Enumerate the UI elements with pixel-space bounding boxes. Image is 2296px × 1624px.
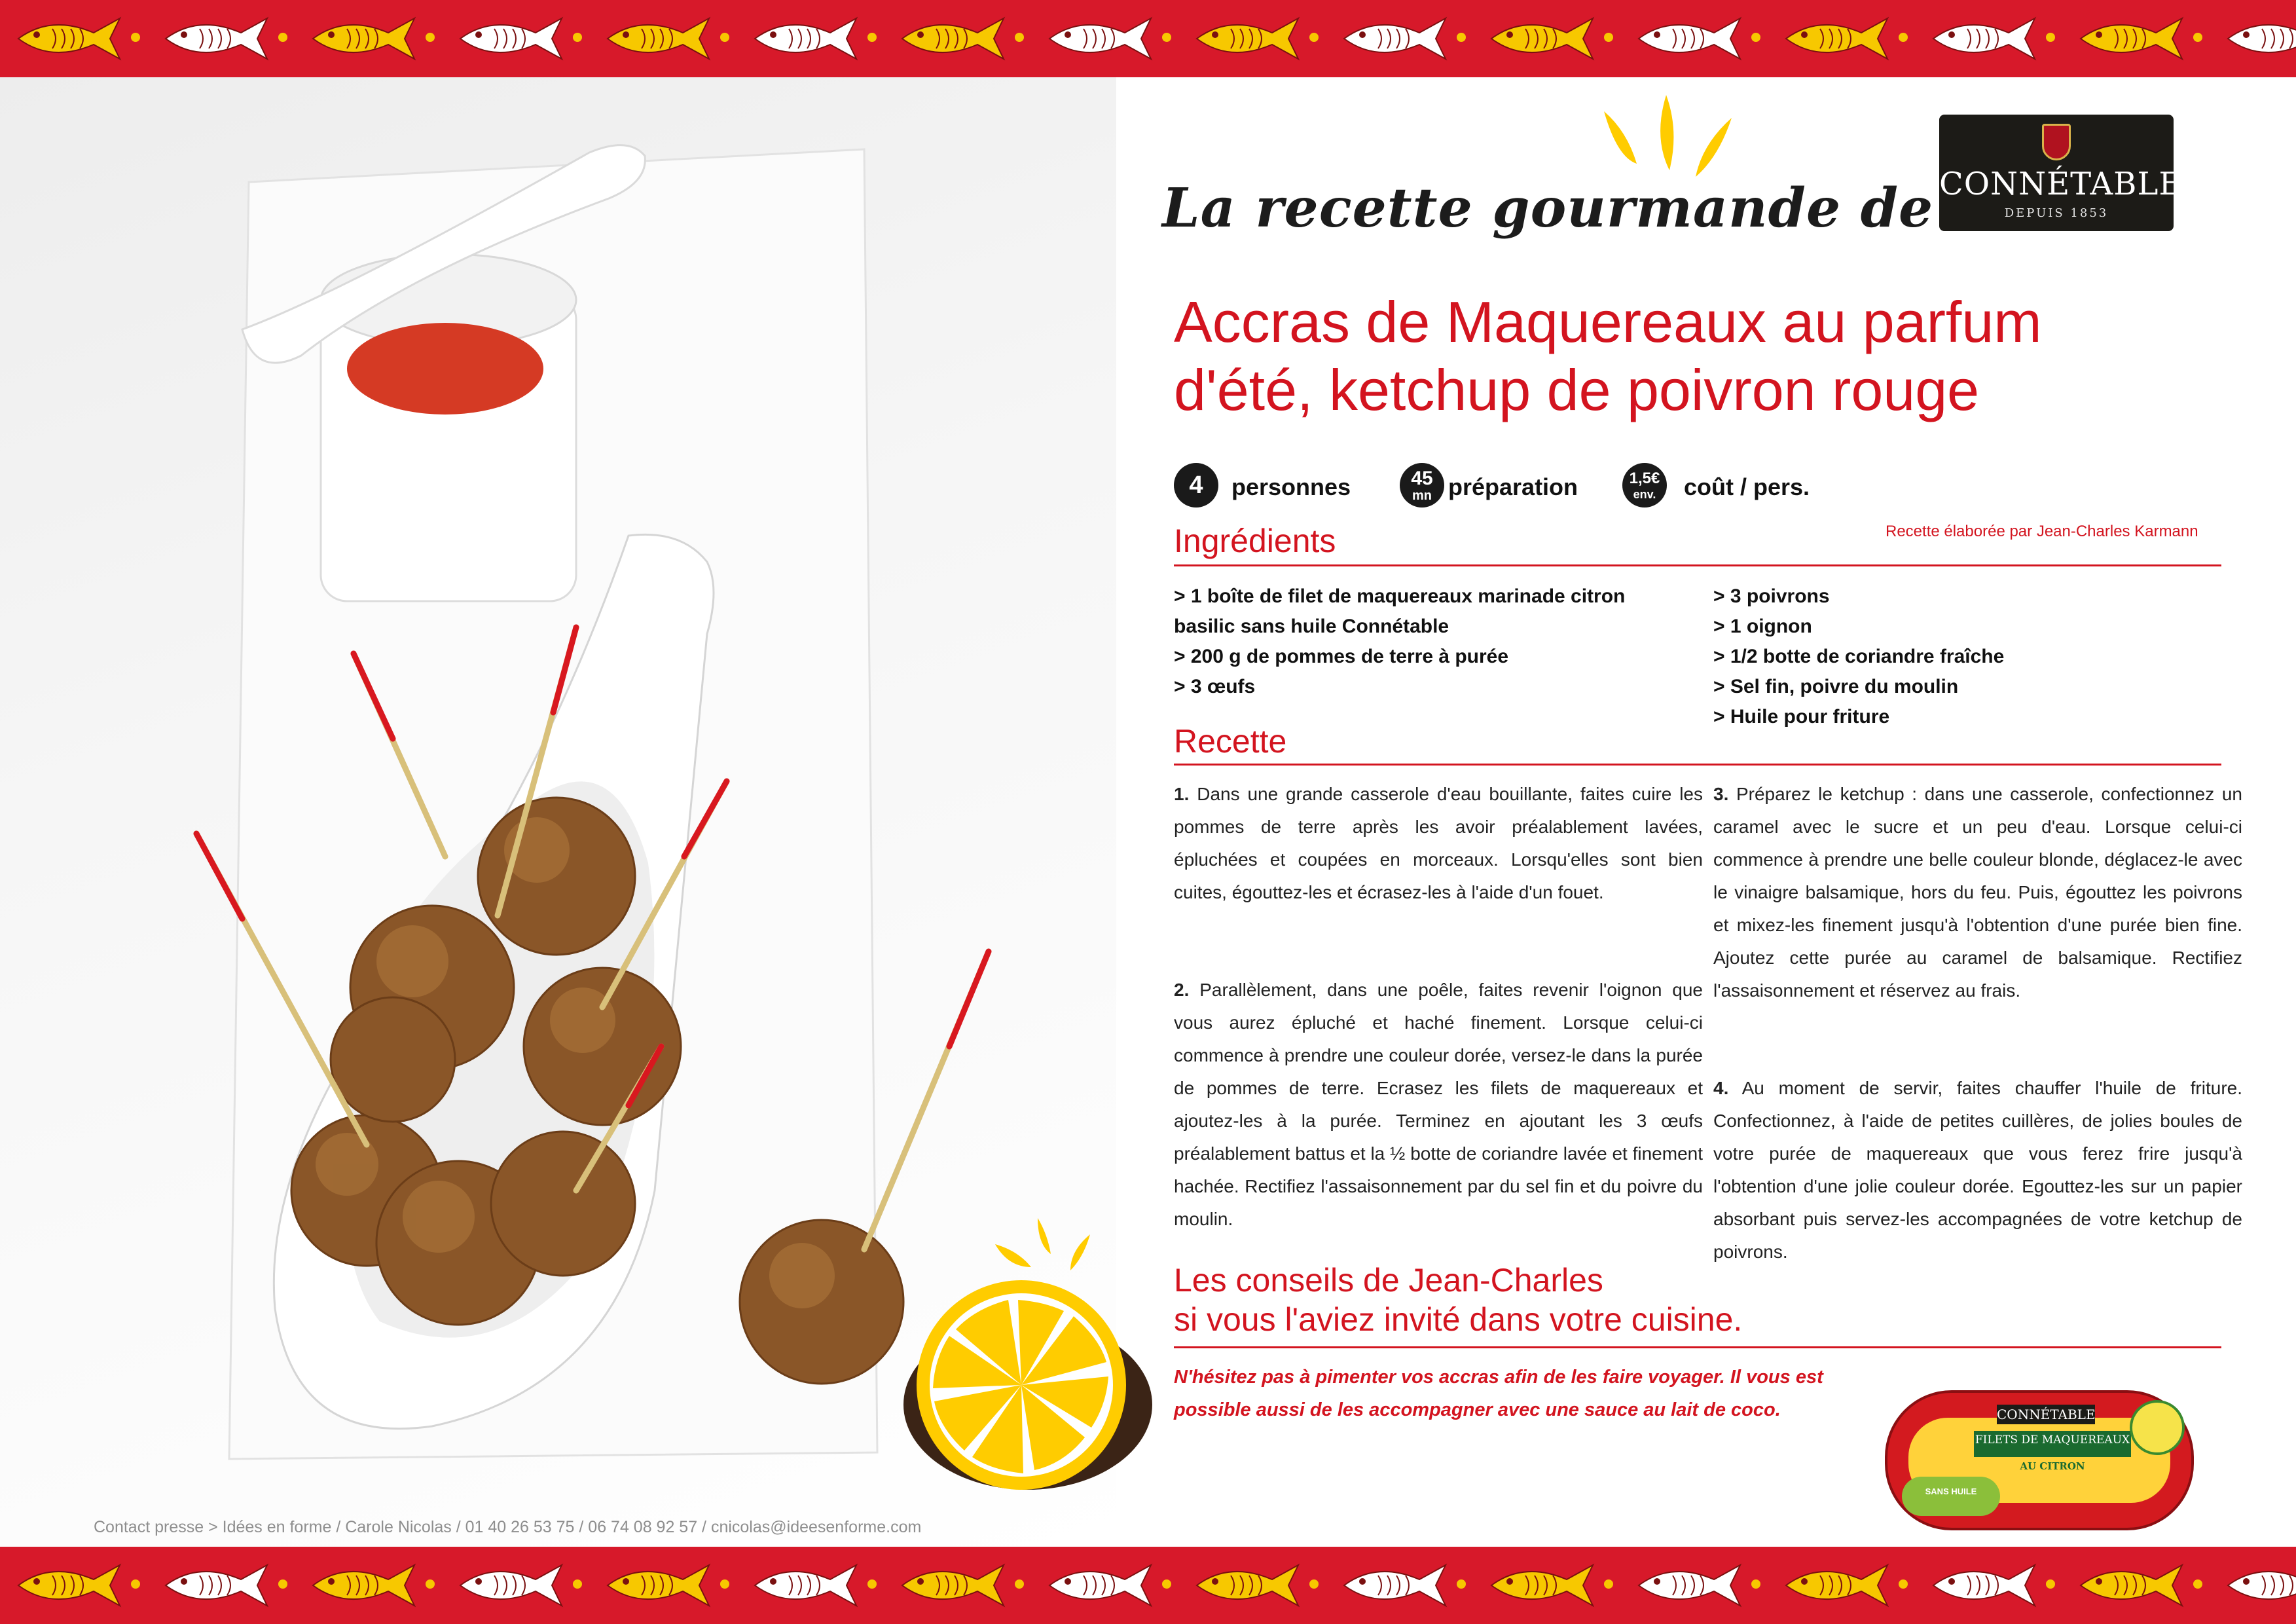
tips-text	[1174, 1361, 1823, 1426]
prep-unit: mn	[1412, 489, 1432, 503]
cost-label: coût / pers.	[1684, 473, 1810, 500]
fish-icon	[1632, 1560, 1743, 1611]
script-heading: La recette gourmande de	[1162, 177, 1934, 240]
ingredients-divider	[1174, 564, 2221, 566]
fish-icon	[1779, 13, 1891, 64]
fish-icon	[1485, 1560, 1596, 1611]
product-tin	[1882, 1378, 2196, 1542]
recipe-heading: Recette	[1174, 723, 1287, 760]
cost-unit: env.	[1633, 488, 1656, 501]
ingredient-item: > 3 œufs	[1174, 676, 1256, 697]
connetable-logo	[1939, 115, 2183, 231]
border-dot	[720, 1579, 729, 1589]
bottom-fish-border	[0, 1547, 2296, 1624]
fish-icon	[2221, 1560, 2296, 1611]
fish-icon	[748, 13, 860, 64]
fish-icon	[1779, 1560, 1891, 1611]
fish-icon	[1927, 13, 2038, 64]
tips-heading	[1174, 1261, 1742, 1339]
border-dot	[1309, 1579, 1319, 1589]
border-dot	[131, 1579, 140, 1589]
fish-icon	[748, 1560, 860, 1611]
fish-icon	[454, 13, 565, 64]
border-dot	[1162, 33, 1171, 42]
tips-text-line-1: N'hésitez pas à pimenter vos accras afin de les faire voyager. Il vous est	[1174, 1367, 1823, 1388]
fish-icon	[1927, 1560, 2038, 1611]
tips-text-line-2: possible aussi de les accompagner avec une sauce au lait de coco.	[1174, 1399, 1781, 1420]
recipe-divider	[1174, 764, 2221, 766]
tips-divider	[1174, 1346, 2221, 1348]
recipe-step-4	[1713, 1072, 2242, 1268]
recipe-title-line-2: d'été, ketchup de poivron rouge	[1174, 358, 1980, 422]
fish-icon	[1632, 13, 1743, 64]
ingredient-item: basilic sans huile Connétable	[1174, 616, 1449, 637]
border-dot	[278, 33, 287, 42]
ingredient-item: > 1 boîte de filet de maquereaux marinade citron	[1174, 585, 1626, 607]
fish-icon	[1043, 13, 1154, 64]
border-dot	[573, 33, 582, 42]
fish-icon	[1190, 13, 1302, 64]
step-number: 3.	[1713, 784, 1729, 804]
prep-label: préparation	[1448, 473, 1578, 500]
tin-brand: CONNÉTABLE	[1997, 1405, 2095, 1424]
border-dot	[1457, 33, 1466, 42]
fish-icon	[601, 1560, 712, 1611]
cost-value: 1,5€	[1629, 470, 1660, 487]
fish-icon	[1338, 13, 1449, 64]
logo-tagline: DEPUIS 1853	[2004, 206, 2109, 220]
border-dot	[867, 33, 877, 42]
ingredient-item: > 3 poivrons	[1713, 585, 1830, 607]
ingredients-heading: Ingrédients	[1174, 523, 1336, 559]
border-dot	[1899, 33, 1908, 42]
fish-icon	[306, 1560, 418, 1611]
fish-icon	[1043, 1560, 1154, 1611]
border-dot	[1604, 1579, 1613, 1589]
border-dot	[426, 1579, 435, 1589]
prep-value: 45	[1411, 468, 1433, 489]
step-number: 2.	[1174, 980, 1190, 1000]
servings-badge: 4	[1174, 463, 1218, 507]
step-number: 4.	[1713, 1078, 1729, 1098]
fish-icon	[159, 1560, 270, 1611]
border-dot	[1162, 1579, 1171, 1589]
press-contact: Contact presse > Idées en forme / Carole Nicolas / 01 40 26 53 75 / 06 74 08 92 57 / cnicolas@ideesenforme.com	[94, 1518, 922, 1536]
top-fish-border	[0, 0, 2296, 77]
fish-icon	[2221, 13, 2296, 64]
border-dot	[131, 33, 140, 42]
tin-label-line-2: AU CITRON	[2020, 1460, 2085, 1472]
border-dot	[720, 33, 729, 42]
fish-icon	[1485, 13, 1596, 64]
border-dot	[2046, 1579, 2055, 1589]
ingredient-item: > Huile pour friture	[1713, 706, 1890, 728]
border-dot	[867, 1579, 877, 1589]
border-dot	[1604, 33, 1613, 42]
border-dot	[1457, 1579, 1466, 1589]
ingredient-item: > 1 oignon	[1713, 616, 1812, 637]
fish-icon	[454, 1560, 565, 1611]
yellow-splash-icon	[1591, 92, 1748, 190]
prep-badge	[1400, 463, 1444, 507]
fish-icon	[12, 1560, 123, 1611]
step-text: Préparez le ketchup : dans une casserole, confectionnez un caramel avec le sucre et un peu d'eau. Lorsque celui-ci commence à prendre une belle couleur blonde, déglacez-le avec le vinaigre balsamique, hors du feu. Puis, égouttez les poivrons et mixez-les finement jusqu'à l'obtention d'une purée bien fine. Ajoutez cette purée au caramel de balsamique. Rectifiez l'assaisonnement et réservez au frais.	[1713, 784, 2243, 1001]
ingredient-item: > 200 g de pommes de terre à purée	[1174, 646, 1509, 667]
fish-icon	[306, 13, 418, 64]
recipe-title-line-1: Accras de Maquereaux au parfum	[1174, 289, 2042, 354]
ingredients-list-right	[1713, 581, 2004, 732]
ingredient-item: > 1/2 botte de coriandre fraîche	[1713, 646, 2005, 667]
fish-icon	[1190, 1560, 1302, 1611]
fish-icon	[601, 13, 712, 64]
servings-label: personnes	[1231, 473, 1351, 500]
border-dot	[426, 33, 435, 42]
border-dot	[1899, 1579, 1908, 1589]
cost-badge	[1622, 463, 1667, 507]
step-text: Au moment de servir, faites chauffer l'huile de friture. Confectionnez, à l'aide de petites cuillères, de jolies boules de votre purée de maquereaux que vous ferez frire jusqu'à l'obtention d'une jolie couleur dorée. Egouttez-les sur un papier absorbant puis servez-les accompagnées de votre ketchup de poivrons.	[1713, 1078, 2242, 1262]
step-number: 1.	[1174, 784, 1190, 804]
tips-heading-line-1: Les conseils de Jean-Charles	[1174, 1262, 1603, 1299]
border-dot	[573, 1579, 582, 1589]
border-dot	[2046, 33, 2055, 42]
recipe-step-3	[1713, 778, 2242, 1007]
fish-icon	[2074, 1560, 2185, 1611]
tin-label-line-1: FILETS DE MAQUEREAUX	[1975, 1433, 2130, 1447]
border-dot	[2193, 33, 2202, 42]
fish-icon	[2074, 13, 2185, 64]
fish-icon	[12, 13, 123, 64]
border-dot	[1309, 33, 1319, 42]
step-text: Dans une grande casserole d'eau bouillante, faites cuire les pommes de terre après les avoir préalablement lavées, épluchées et coupées en morceaux. Lorsqu'elles sont bien cuites, égouttez-les et écrasez-les à l'aide d'un fouet.	[1174, 784, 1704, 902]
fish-icon	[896, 1560, 1007, 1611]
fish-icon	[159, 13, 270, 64]
recipe-step-2	[1174, 974, 1703, 1236]
fish-icon	[1338, 1560, 1449, 1611]
tips-heading-line-2: si vous l'aviez invité dans votre cuisine.	[1174, 1301, 1743, 1338]
recipe-step-1	[1174, 778, 1703, 909]
crest-icon	[2042, 124, 2071, 160]
ingredients-list-left	[1174, 581, 1625, 702]
border-dot	[1751, 33, 1760, 42]
recipe-title	[1174, 288, 2248, 424]
border-dot	[278, 1579, 287, 1589]
fish-icon	[896, 13, 1007, 64]
lemon-slice-icon	[874, 1205, 1156, 1493]
border-dot	[1751, 1579, 1760, 1589]
logo-brand-name: CONNÉTABLE	[1939, 166, 2183, 202]
recipe-credit: Recette élaborée par Jean-Charles Karmann	[1886, 523, 2198, 540]
border-dot	[1015, 33, 1024, 42]
border-dot	[1015, 1579, 1024, 1589]
border-dot	[2193, 1579, 2202, 1589]
tin-badge: SANS HUILE	[1925, 1486, 1977, 1496]
step-text: Parallèlement, dans une poêle, faites revenir l'oignon que vous aurez épluché et haché finement. Lorsque celui-ci commence à prendre une couleur dorée, versez-le dans la purée de pommes de terre. Ecrasez les filets de maquereaux et ajoutez-les à la purée. Terminez en ajoutant les 3 œufs préalablement battus et la ½ botte de coriandre lavée et finement hachée. Rectifiez l'assaisonnement par du sel fin et du poivre du moulin.	[1174, 980, 1704, 1229]
ingredient-item: > Sel fin, poivre du moulin	[1713, 676, 1959, 697]
